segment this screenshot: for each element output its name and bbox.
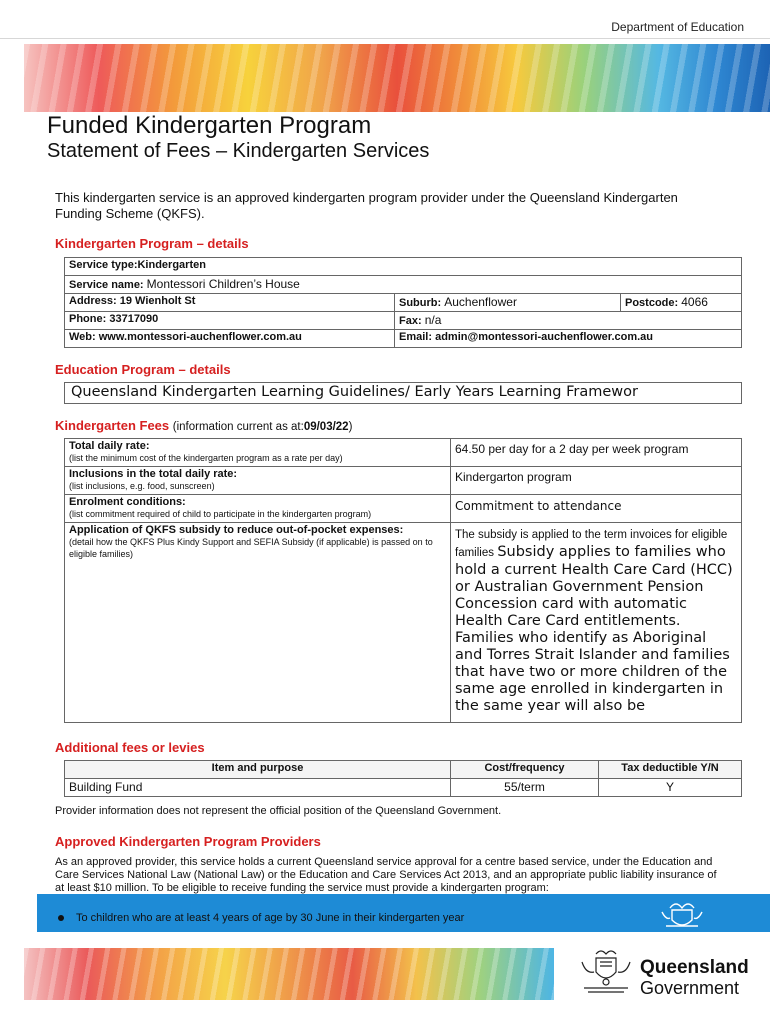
address-value: 19 Wienholt St	[119, 295, 196, 307]
email-label: Email:	[399, 331, 433, 343]
fee-value[interactable]: 64.50 per day for a 2 day per week program	[451, 439, 742, 467]
fees-info-suffix: )	[348, 421, 353, 433]
fax-value: n/a	[424, 313, 442, 327]
subsidy-value-intro: The subsidy is applied to the term invoices for eligible families	[455, 529, 728, 559]
fee-hint: (list the minimum cost of the kindergarten program as a rate per day)	[69, 453, 343, 463]
fee-label: Total daily rate:	[69, 440, 150, 452]
service-name-value: Montessori Children’s House	[146, 277, 300, 291]
levy-item[interactable]: Building Fund	[65, 779, 451, 797]
education-program-heading: Education Program – details	[55, 362, 231, 377]
page-title: Funded Kindergarten Program	[47, 112, 372, 139]
provider-note: Provider information does not represent the official position of the Queensland Government.	[55, 805, 502, 817]
service-name-cell	[65, 276, 742, 294]
page-subtitle: Statement of Fees – Kindergarten Services	[47, 140, 430, 162]
web-cell	[65, 330, 395, 348]
fee-label: Inclusions in the total daily rate:	[69, 468, 238, 480]
postcode-label: Postcode:	[625, 297, 679, 309]
intro-text: This kindergarten service is an approved kindergarten program provider under the Queensland Kindergarten Funding Scheme (QKFS).	[55, 190, 678, 221]
fee-hint: (list inclusions, e.g. food, sunscreen)	[69, 481, 215, 491]
table-row	[65, 523, 742, 723]
fees-info	[173, 421, 353, 433]
levy-tax[interactable]: Y	[599, 779, 742, 797]
education-program-field[interactable]: Queensland Kindergarten Learning Guidelines/ Early Years Learning Framewor	[64, 382, 742, 404]
logo-text-line2: Government	[640, 978, 740, 998]
levy-cost[interactable]: 55/term	[451, 779, 599, 797]
suburb-label: Suburb:	[399, 297, 442, 309]
approved-paragraph: As an approved provider, this service holds a current Queensland service approval for a centre based service, under the Education and Care Services National Law (National Law) or the Education and Care Services Act 2013, and an appropriate public liability insurance of at least $10 million. To be eligible to receive funding the service must provide a kindergarten program:	[55, 856, 717, 894]
crest-watermark-icon	[652, 900, 712, 932]
email-value: admin@montessori-auchenflower.com.au	[435, 331, 654, 343]
fees-info-prefix: (information current as at:	[172, 421, 304, 433]
levies-table	[64, 760, 742, 797]
fee-label: Application of QKFS subsidy to reduce out-of-pocket expenses:	[69, 524, 404, 536]
address-label: Address:	[69, 295, 117, 307]
fees-heading-title: Kindergarten Fees	[55, 418, 170, 433]
fee-label-cell	[65, 467, 451, 495]
phone-cell	[65, 312, 395, 330]
table-row	[65, 495, 742, 523]
fees-table	[64, 438, 742, 723]
suburb-cell	[395, 294, 621, 312]
fee-label-cell	[65, 495, 451, 523]
logo-text-line1: Queensland	[640, 957, 749, 978]
top-banner	[24, 44, 770, 112]
phone-value: 33717090	[109, 313, 159, 325]
fee-value[interactable]: Commitment to attendance	[451, 495, 742, 523]
fee-hint: (detail how the QKFS Plus Kindy Support and SEFIA Subsidy (if applicable) is passed on to eligible families)	[69, 537, 433, 559]
fees-heading	[55, 418, 352, 433]
fee-label-cell	[65, 523, 451, 723]
service-type-label: Service type:	[69, 259, 138, 271]
approved-bullet-text: To children who are at least 4 years of age by 30 June in their kindergarten year	[76, 912, 465, 924]
service-name-label: Service name:	[69, 279, 144, 291]
header-divider	[0, 38, 770, 39]
table-row	[65, 312, 742, 330]
column-header-tax: Tax deductible Y/N	[599, 761, 742, 779]
table-row	[65, 779, 742, 797]
email-cell	[395, 330, 742, 348]
column-header-item: Item and purpose	[65, 761, 451, 779]
fee-label-cell	[65, 439, 451, 467]
fee-label: Enrolment conditions:	[69, 496, 186, 508]
program-details-table	[64, 257, 742, 348]
fee-value[interactable]: Kindergarton program	[451, 467, 742, 495]
bullet-icon	[58, 915, 64, 921]
table-row	[65, 258, 742, 276]
postcode-value: 4066	[681, 295, 708, 309]
levies-heading: Additional fees or levies	[55, 740, 205, 755]
subsidy-value-cell[interactable]	[451, 523, 742, 723]
postcode-cell	[621, 294, 742, 312]
table-row	[65, 439, 742, 467]
approved-bullet	[55, 912, 464, 924]
column-header-cost: Cost/frequency	[451, 761, 599, 779]
approved-heading: Approved Kindergarten Program Providers	[55, 834, 321, 849]
web-label: Web:	[69, 331, 96, 343]
address-cell	[65, 294, 395, 312]
program-details-heading: Kindergarten Program – details	[55, 236, 249, 251]
service-type-value: Kindergarten	[137, 259, 206, 271]
service-type-cell	[65, 258, 742, 276]
fax-cell	[395, 312, 742, 330]
suburb-value: Auchenflower	[444, 295, 517, 309]
coat-of-arms-icon	[582, 951, 630, 992]
phone-label: Phone:	[69, 313, 107, 325]
fax-label: Fax:	[399, 315, 422, 327]
fees-info-date: 09/03/22	[303, 421, 349, 433]
table-row	[65, 294, 742, 312]
table-header-row	[65, 761, 742, 779]
table-row	[65, 330, 742, 348]
fee-hint: (list commitment required of child to participate in the kindergarten program)	[69, 509, 372, 519]
table-row	[65, 276, 742, 294]
department-label: Department of Education	[611, 20, 744, 34]
subsidy-value-detail: Subsidy applies to families who hold a current Health Care Card (HCC) or Australian Government Pension Concession card with automatic Health Care Card entitlements. Families who identify as Aboriginal and Torres Strait Islander and families that have two or more children of the same age enrolled in kindergarten in the same year will also be	[455, 544, 733, 714]
bottom-banner	[24, 948, 554, 1000]
table-row	[65, 467, 742, 495]
web-value: www.montessori-auchenflower.com.au	[98, 331, 302, 343]
